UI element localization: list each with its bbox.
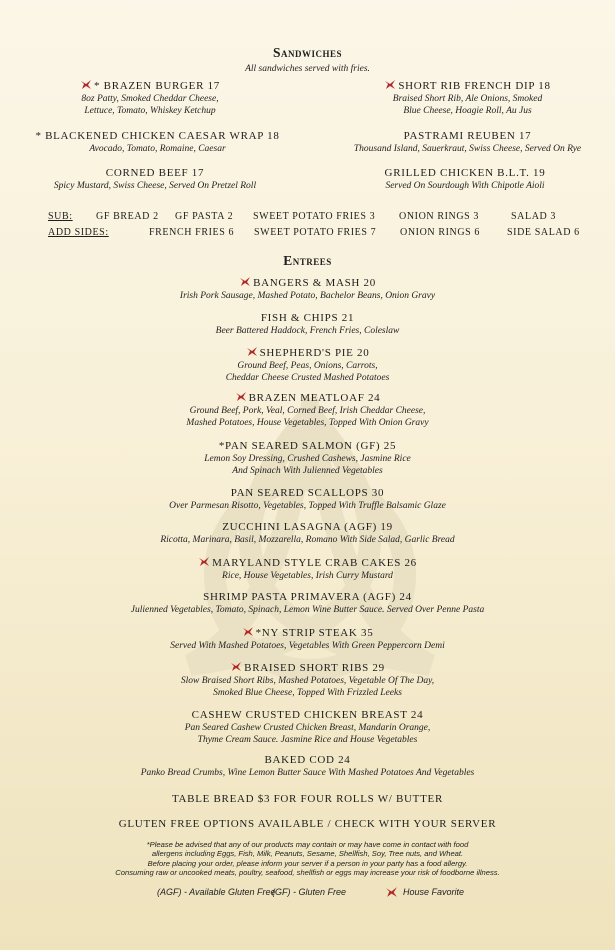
entrees-heading: Entrees [283, 253, 332, 268]
allergy-line: Before placing your order, please inform your server if a person in your party has a food allergy. [147, 858, 468, 868]
entree-item [0, 661, 615, 699]
menu-item-grilled-chicken-blt [345, 167, 585, 192]
entree-desc: Irish Pork Sausage, Mashed Potato, Bachelor Beans, Onion Gravy [179, 291, 436, 301]
sub-option: ONION RINGS 3 [399, 211, 480, 222]
menu-item-corned-beef [30, 167, 280, 192]
entree-desc: Ricotta, Marinara, Basil, Mozzarella, Romano With Side Salad, Garlic Bread [160, 535, 455, 545]
entree-name: MARYLAND STYLE CRAB CAKES 26 [212, 557, 417, 569]
entree-item [0, 346, 615, 384]
item-desc: Served On Sourdough With Chipotle Aioli [385, 181, 545, 191]
item-desc: Spicy Mustard, Swiss Cheese, Served On Pretzel Roll [53, 181, 257, 191]
red-leaf-icon [239, 276, 251, 287]
entree-item [0, 626, 615, 652]
entree-item [0, 391, 615, 429]
entree-name: BANGERS & MASH 20 [253, 277, 376, 289]
side-option: FRENCH FRIES 6 [149, 227, 235, 238]
entree-desc: Beer Battered Haddock, French Fries, Coleslaw [215, 326, 400, 336]
legend-gf: (GF) - Gluten Free [272, 887, 347, 897]
item-name: * BRAZEN BURGER 17 [94, 80, 220, 92]
entree-name: *NY STRIP STEAK 35 [255, 627, 374, 639]
entree-item [0, 487, 615, 512]
entree-desc: Over Parmesan Risotto, Vegetables, Topped With Truffle Balsamic Glaze [169, 501, 446, 511]
red-leaf-icon [230, 661, 242, 672]
item-desc: Thousand Island, Sauerkraut, Swiss Cheese, Served On Rye [353, 144, 582, 154]
table-bread-note: TABLE BREAD $3 FOR FOUR ROLLS W/ BUTTER [172, 793, 443, 805]
menu-item-pastrami-reuben [335, 130, 600, 155]
entree-desc: Panko Bread Crumbs, Wine Lemon Butter Sauce With Mashed Potatoes And Vegetables [140, 768, 475, 778]
gluten-free-note: GLUTEN FREE OPTIONS AVAILABLE / CHECK WITH YOUR SERVER [118, 818, 497, 830]
allergy-line: allergens including Eggs, Fish, Milk, Peanuts, Sesame, Shellfish, Soy, Tree nuts, and Wheat. [151, 849, 464, 859]
entree-name: CASHEW CRUSTED CHICKEN BREAST 24 [191, 709, 424, 721]
sandwiches-subheading: All sandwiches served with fries. [245, 64, 370, 74]
allergy-line: Consuming raw or uncooked meats, poultry, seafood, shellfish or eggs may increase your risk of foodborne illness. [115, 867, 500, 877]
entree-name: ZUCCHINI LASAGNA (AGF) 19 [222, 521, 393, 533]
item-name: * BLACKENED CHICKEN CAESAR WRAP 18 [35, 130, 280, 142]
red-leaf-icon [246, 346, 258, 357]
sub-option: SWEET POTATO FRIES 3 [253, 211, 376, 222]
entree-desc: Thyme Cream Sauce. Jasmine Rice and House Vegetables [197, 735, 418, 745]
entree-name: *PAN SEARED SALMON (GF) 25 [218, 440, 397, 452]
red-leaf-icon [385, 886, 398, 898]
add-sides-label: ADD SIDES: [48, 227, 109, 238]
red-leaf-icon [235, 391, 247, 402]
entree-name: BRAZEN MEATLOAF 24 [248, 392, 381, 404]
entree-item [0, 312, 615, 337]
entree-item [0, 276, 615, 302]
entree-item [0, 709, 615, 746]
entree-desc: Slow Braised Short Ribs, Mashed Potatoes, Vegetable Of The Day, [180, 676, 435, 686]
legend-favorite: House Favorite [403, 887, 465, 897]
item-desc: Braised Short Rib, Ale Onions, Smoked [392, 94, 543, 104]
item-desc: Lettuce, Tomato, Whiskey Ketchup [84, 106, 216, 116]
red-leaf-icon [80, 79, 92, 90]
entree-item [0, 556, 615, 582]
entree-item [0, 521, 615, 546]
red-leaf-icon [242, 626, 254, 637]
entree-name: SHEPHERD'S PIE 20 [259, 347, 370, 359]
menu-item-blackened-chicken-caesar-wrap [30, 130, 285, 155]
side-option: SWEET POTATO FRIES 7 [254, 227, 377, 238]
entree-desc: And Spinach With Julienned Vegetables [232, 466, 383, 476]
item-desc: 8oz Patty, Smoked Cheddar Cheese, [81, 94, 219, 104]
item-name: CORNED BEEF 17 [105, 167, 205, 179]
side-option: SIDE SALAD 6 [507, 227, 580, 238]
entree-name: SHRIMP PASTA PRIMAVERA (AGF) 24 [203, 591, 412, 603]
entree-desc: Cheddar Cheese Crusted Mashed Potatoes [225, 373, 390, 383]
entree-item [0, 440, 615, 477]
sub-option: GF PASTA 2 [175, 211, 234, 222]
entree-desc: Rice, House Vegetables, Irish Curry Mustard [222, 571, 393, 581]
allergy-line: *Please be advised that any of our products may contain or may have come in contact with food [146, 840, 469, 849]
entree-name: BRAISED SHORT RIBS 29 [244, 662, 385, 674]
menu-item-short-rib-french-dip [350, 79, 585, 117]
side-option: ONION RINGS 6 [400, 227, 481, 238]
entree-desc: Pan Seared Cashew Crusted Chicken Breast, Mandarin Orange, [184, 723, 431, 733]
entree-desc: Smoked Blue Cheese, Topped With Frizzled Leeks [213, 688, 402, 698]
entree-name: FISH & CHIPS 21 [260, 312, 355, 324]
red-leaf-icon [384, 79, 396, 90]
entree-item [0, 591, 615, 616]
legend-agf: (AGF) - Available Gluten Free [157, 887, 276, 897]
allergy-notice [0, 840, 615, 877]
entree-desc: Ground Beef, Pork, Veal, Corned Beef, Irish Cheddar Cheese, [189, 406, 426, 416]
red-leaf-icon [198, 556, 210, 567]
item-name: GRILLED CHICKEN B.L.T. 19 [384, 167, 546, 179]
item-desc: Blue Cheese, Hoagie Roll, Au Jus [403, 106, 532, 116]
sub-option: SALAD 3 [511, 211, 557, 222]
entree-desc: Ground Beef, Peas, Onions, Carrots, [237, 361, 378, 371]
sub-label: SUB: [48, 211, 73, 222]
sandwiches-heading: Sandwiches [272, 45, 343, 60]
entree-desc: Mashed Potatoes, House Vegetables, Topped With Onion Gravy [186, 418, 429, 428]
sub-option: GF BREAD 2 [96, 211, 159, 222]
entree-name: BAKED COD 24 [264, 754, 351, 766]
entree-desc: Julienned Vegetables, Tomato, Spinach, Lemon Wine Butter Sauce. Served Over Penne Pasta [130, 605, 485, 615]
entree-desc: Served With Mashed Potatoes, Vegetables With Green Peppercorn Demi [170, 641, 445, 651]
item-name: SHORT RIB FRENCH DIP 18 [398, 80, 551, 92]
entree-desc: Lemon Soy Dressing, Crushed Cashews, Jasmine Rice [204, 454, 411, 464]
item-name: PASTRAMI REUBEN 17 [403, 130, 532, 142]
entree-item [0, 754, 615, 779]
item-desc: Avocado, Tomato, Romaine, Caesar [89, 144, 226, 154]
entree-name: PAN SEARED SCALLOPS 30 [230, 487, 385, 499]
menu-item-brazen-burger [30, 79, 270, 117]
